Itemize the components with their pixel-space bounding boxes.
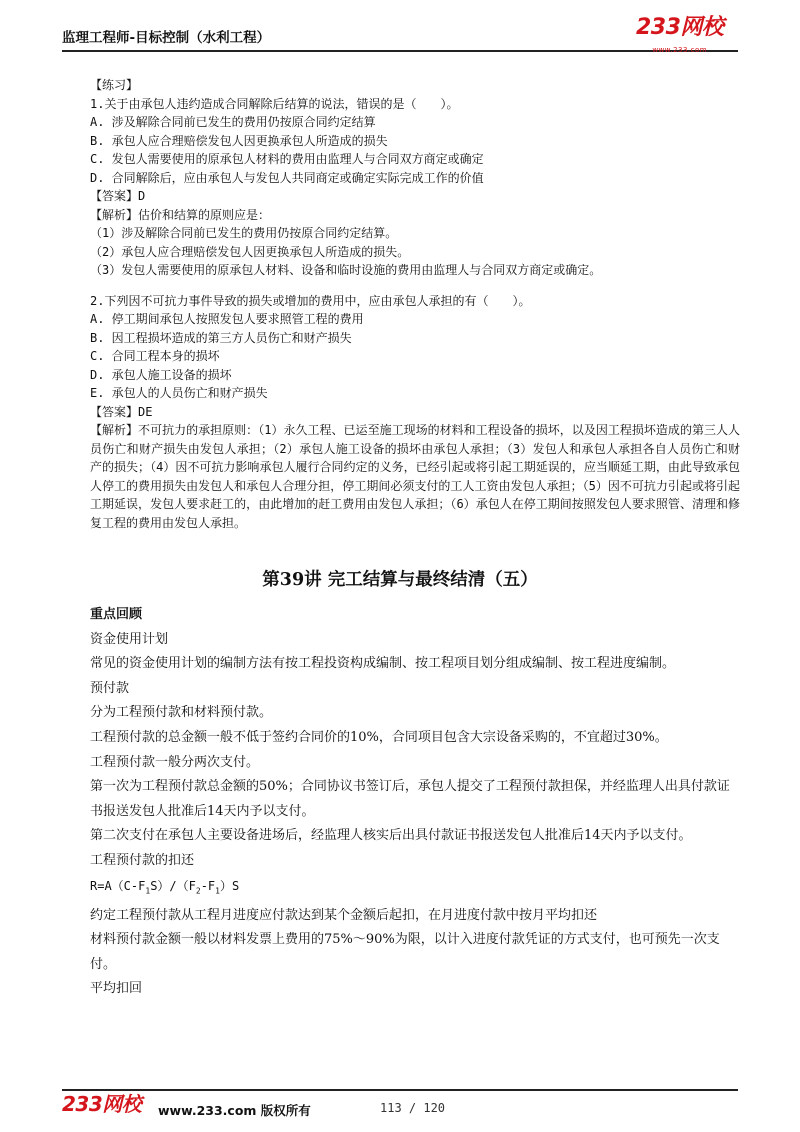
paragraph: 平均扣回 bbox=[90, 981, 143, 997]
practice-label: 【练习】 bbox=[90, 78, 139, 92]
page-number: 113 / 120 bbox=[380, 1101, 446, 1115]
paragraph: 工程预付款一般分两次支付。 bbox=[90, 754, 260, 770]
review-label: 重点回顾 bbox=[90, 607, 143, 622]
lecture-title: 第39讲 完工结算与最终结清（五） bbox=[262, 570, 538, 590]
question-2-analysis: 【解析】不可抗力的承担原则：（1）永久工程、已运至施工现场的材料和工程设备的损坏，以及因工程损坏造成的第三人人员伤亡和财产损失由发包人承担；（2）承包人施工设备的损坏由承包人承担；（3）发包人和承包人承担各自人员伤亡和财产的损失；（4）因不可抗力影响承包人履行合同约定的义务，已经引起或将引起工期延误的，应当顺延工期，由此导致承包人停工的费用损失由发包人和承包人合理分担，停工期间必须支付的工人工资由发包人承担；（5）因不可抗力引起或将引起工期延误，发包人要求赶工的，由此增加的赶工费用由发包人承担；（6）承包人在停工期间按照发包人要求照管、清理和修复工程的费用由发包人承担。 bbox=[90, 423, 740, 530]
footer-copyright: www.233.com 版权所有 bbox=[158, 1103, 311, 1118]
question-1-analysis-line: （3）发包人需要使用的原承包人材料、设备和临时设施的费用由监理人与合同双方商定或确定。 bbox=[90, 263, 602, 277]
question-1-analysis-line: （1）涉及解除合同前已发生的费用仍按原合同约定结算。 bbox=[90, 226, 398, 240]
question-2-stem: 2.下列因不可抗力事件导致的损失或增加的费用中，应由承包人承担的有（ ）。 bbox=[90, 293, 531, 308]
question-1-option-d: D. 合同解除后，应由承包人与发包人共同商定或确定实际完成工作的价值 bbox=[90, 170, 484, 185]
question-2-option-d: D. 承包人施工设备的损坏 bbox=[90, 367, 232, 382]
paragraph: 分为工程预付款和材料预付款。 bbox=[90, 705, 273, 721]
paragraph: 材料预付款金额一般以材料发票上费用的75%～90%为限，以计入进度付款凭证的方式支付，也可预先一次支付。 bbox=[90, 932, 720, 972]
paragraph: 约定工程预付款从工程月进度应付款达到某个金额后起扣，在月进度付款中按月平均扣还 bbox=[90, 907, 598, 923]
question-2-option-c: C. 合同工程本身的损坏 bbox=[90, 349, 220, 363]
footer-logo[interactable]: 233网校 bbox=[62, 1092, 142, 1116]
paragraph: 第一次为工程预付款总金额的50%；合同协议书签订后，承包人提交了工程预付款担保，并经监理人出具付款证书报送发包人批准后14天内予以支付。 bbox=[90, 779, 730, 819]
question-1-answer: 【答案】D bbox=[90, 189, 146, 203]
paragraph: 工程预付款的扣还 bbox=[90, 852, 195, 868]
paragraph: 工程预付款的总金额一般不低于签约合同价的10%，合同项目包含大宗设备采购的，不宜超过30%。 bbox=[90, 729, 668, 745]
page-footer bbox=[62, 1092, 738, 1122]
question-1-option-c: C. 发包人需要使用的原承包人材料的费用由监理人与合同双方商定或确定 bbox=[90, 152, 484, 166]
document-title: 监理工程师-目标控制（水利工程） bbox=[62, 30, 271, 46]
question-2-answer: 【答案】DE bbox=[90, 404, 153, 419]
spacer bbox=[90, 280, 740, 292]
footer-divider bbox=[62, 1089, 738, 1091]
question-1-option-b: B. 承包人应合理赔偿发包人因更换承包人所造成的损失 bbox=[90, 133, 388, 148]
paragraph: 资金使用计划 bbox=[90, 631, 169, 647]
paragraph: 常见的资金使用计划的编制方法有按工程投资构成编制、按工程项目划分组成编制、按工程进度编制。 bbox=[90, 656, 676, 672]
brand-logo-url: www.233.com bbox=[652, 46, 708, 54]
question-1-option-a: A. 涉及解除合同前已发生的费用仍按原合同约定结算 bbox=[90, 115, 376, 129]
question-1-stem: 1.关于由承包人违约造成合同解除后结算的说法，错误的是（ ）。 bbox=[90, 96, 459, 111]
paragraph: 预付款 bbox=[90, 680, 130, 696]
question-2-option-e: E. 承包人的人员伤亡和财产损失 bbox=[90, 386, 268, 400]
question-1-analysis-line: 【解析】估价和结算的原则应是： bbox=[90, 207, 271, 222]
brand-logo-text: 233网校 bbox=[636, 15, 724, 40]
practice-section bbox=[90, 76, 740, 532]
question-2-option-a: A. 停工期间承包人按照发包人要求照管工程的费用 bbox=[90, 312, 364, 326]
question-1-analysis-line: （2）承包人应合理赔偿发包人因更换承包人所造成的损失。 bbox=[90, 244, 410, 259]
deduction-formula: $R=A(C-F_1S)/(F_2-F_1)S$ bbox=[90, 878, 240, 895]
paragraph: 第二次支付在承包人主要设备进场后，经监理人核实后出具付款证书报送发包人批准后14天内予以支付。 bbox=[90, 828, 692, 844]
brand-logo[interactable] bbox=[636, 15, 724, 54]
lecture-content bbox=[90, 603, 742, 1002]
question-2-option-b: B. 因工程损坏造成的第三方人员伤亡和财产损失 bbox=[90, 330, 352, 345]
